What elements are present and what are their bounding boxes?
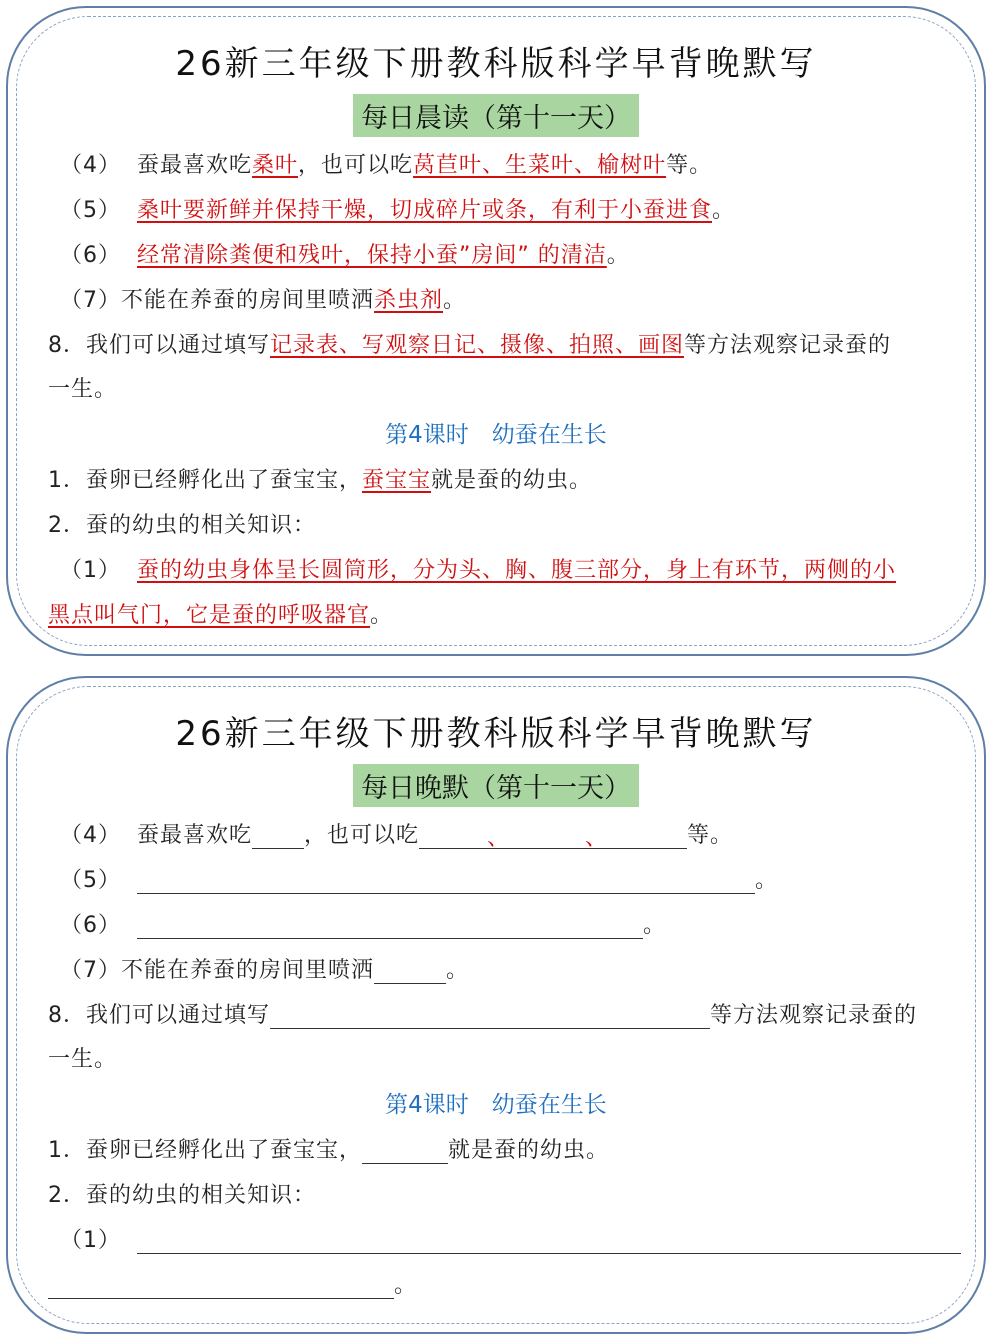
q4-answer-2: 莴苣叶、生菜叶、榆树叶 [413,153,667,178]
morning-subtitle: 每日晨读（第十一天） [353,94,639,137]
morning-title: 26新三年级下册教科版科学早背晚默写 [175,44,817,84]
q4-text-mid: ，也可以吃 [304,823,420,848]
q4-end: 等。 [687,823,734,848]
q8-text: 8．我们可以通过填写 [48,333,270,358]
q8-text-end: 等方法观察记录蚕的 [710,1003,918,1028]
q4-text-mid: ，也可以吃 [298,153,414,178]
q7-end: 。 [446,958,470,983]
q4-text-end: 等。 [666,153,713,178]
q8-answer: 记录表、写观察日记、摄像、拍照、画图 [270,333,685,358]
q8-blank[interactable] [270,1006,710,1029]
q5-number: （5） [60,198,121,223]
s2-1-answer-line1: 蚕的幼虫身体呈长圆筒形，分为头、胸、腹三部分，身上有环节，两侧的小 [137,558,897,583]
evening-q7 [60,953,469,984]
s1-blank[interactable] [362,1141,448,1164]
q4-number: （4） [60,153,121,178]
q8-text: 8．我们可以通过填写 [48,1003,270,1028]
q4-text: 蚕最喜欢吃 [137,153,253,178]
evening-q4 [60,818,733,849]
evening-q5 [60,863,778,894]
morning-q7 [60,283,466,314]
morning-q5 [60,193,735,224]
s2-1-end: 。 [370,603,394,628]
evening-q8 [48,998,917,1029]
evening-s2: 2．蚕的幼虫的相关知识： [48,1183,316,1208]
s2-1-answer-line2: 黑点叫气门，它是蚕的呼吸器官 [48,603,371,628]
q4-blank-1[interactable] [252,826,304,849]
morning-s2-1 [60,553,896,584]
q4-separator-1: 、 [487,826,511,851]
evening-subtitle: 每日晚默（第十一天） [353,764,639,807]
q6-end: 。 [606,243,630,268]
morning-q6 [60,238,630,269]
q7-number: （7） [60,288,121,313]
q6-end: 。 [643,913,667,938]
evening-s2-1 [60,1223,961,1254]
q7-number: （7） [60,958,121,983]
morning-q8 [48,328,891,359]
s2-1-blank-line2[interactable] [48,1276,394,1299]
q4-number: （4） [60,823,121,848]
morning-section-heading: 第4课时 幼蚕在生长 [385,422,607,448]
q7-text: 不能在养蚕的房间里喷洒 [121,958,375,983]
q5-answer: 桑叶要新鲜并保持干燥，切成碎片或条，有利于小蚕进食 [137,198,713,223]
q7-text: 不能在养蚕的房间里喷洒 [121,288,375,313]
s2-1-number: （1） [60,558,121,583]
evening-q6 [60,908,666,939]
evening-q8-cont: 一生。 [48,1047,118,1072]
evening-section-heading: 第4课时 幼蚕在生长 [385,1092,607,1118]
s2-1-blank-line1[interactable] [137,1231,961,1254]
s1-text: 1．蚕卵已经孵化出了蚕宝宝， [48,1138,362,1163]
s1-answer: 蚕宝宝 [362,468,432,493]
morning-s2-1-cont [48,598,393,629]
q4-text: 蚕最喜欢吃 [137,823,253,848]
q6-blank[interactable] [137,916,643,939]
q4-answer-1: 桑叶 [252,153,299,178]
morning-s1 [48,463,592,494]
evening-dictation-card [6,676,986,1334]
q5-end: 。 [755,868,779,893]
q7-blank[interactable] [374,961,446,984]
q8-text-end: 等方法观察记录蚕的 [684,333,892,358]
morning-q4 [60,148,712,179]
morning-q8-cont: 一生。 [48,377,118,402]
q7-end: 。 [443,288,467,313]
q6-number: （6） [60,913,121,938]
evening-s2-1-cont [48,1268,417,1299]
q6-answer: 经常清除粪便和残叶，保持小蚕”房间” 的清洁 [137,243,607,268]
q6-number: （6） [60,243,121,268]
q4-separator-2: 、 [585,826,609,851]
evening-s1 [48,1133,609,1164]
evening-title: 26新三年级下册教科版科学早背晚默写 [175,714,817,754]
q5-end: 。 [712,198,736,223]
morning-s2: 2．蚕的幼虫的相关知识： [48,513,316,538]
morning-reading-card [6,6,986,656]
q5-number: （5） [60,868,121,893]
q5-blank[interactable] [137,871,755,894]
s1-text: 1．蚕卵已经孵化出了蚕宝宝， [48,468,362,493]
q4-blank-2[interactable] [419,826,687,849]
q7-answer: 杀虫剂 [374,288,444,313]
s2-1-number: （1） [60,1228,121,1253]
s1-end: 就是蚕的幼虫。 [448,1138,610,1163]
s1-end: 就是蚕的幼虫。 [431,468,593,493]
s2-1-end: 。 [394,1273,418,1298]
